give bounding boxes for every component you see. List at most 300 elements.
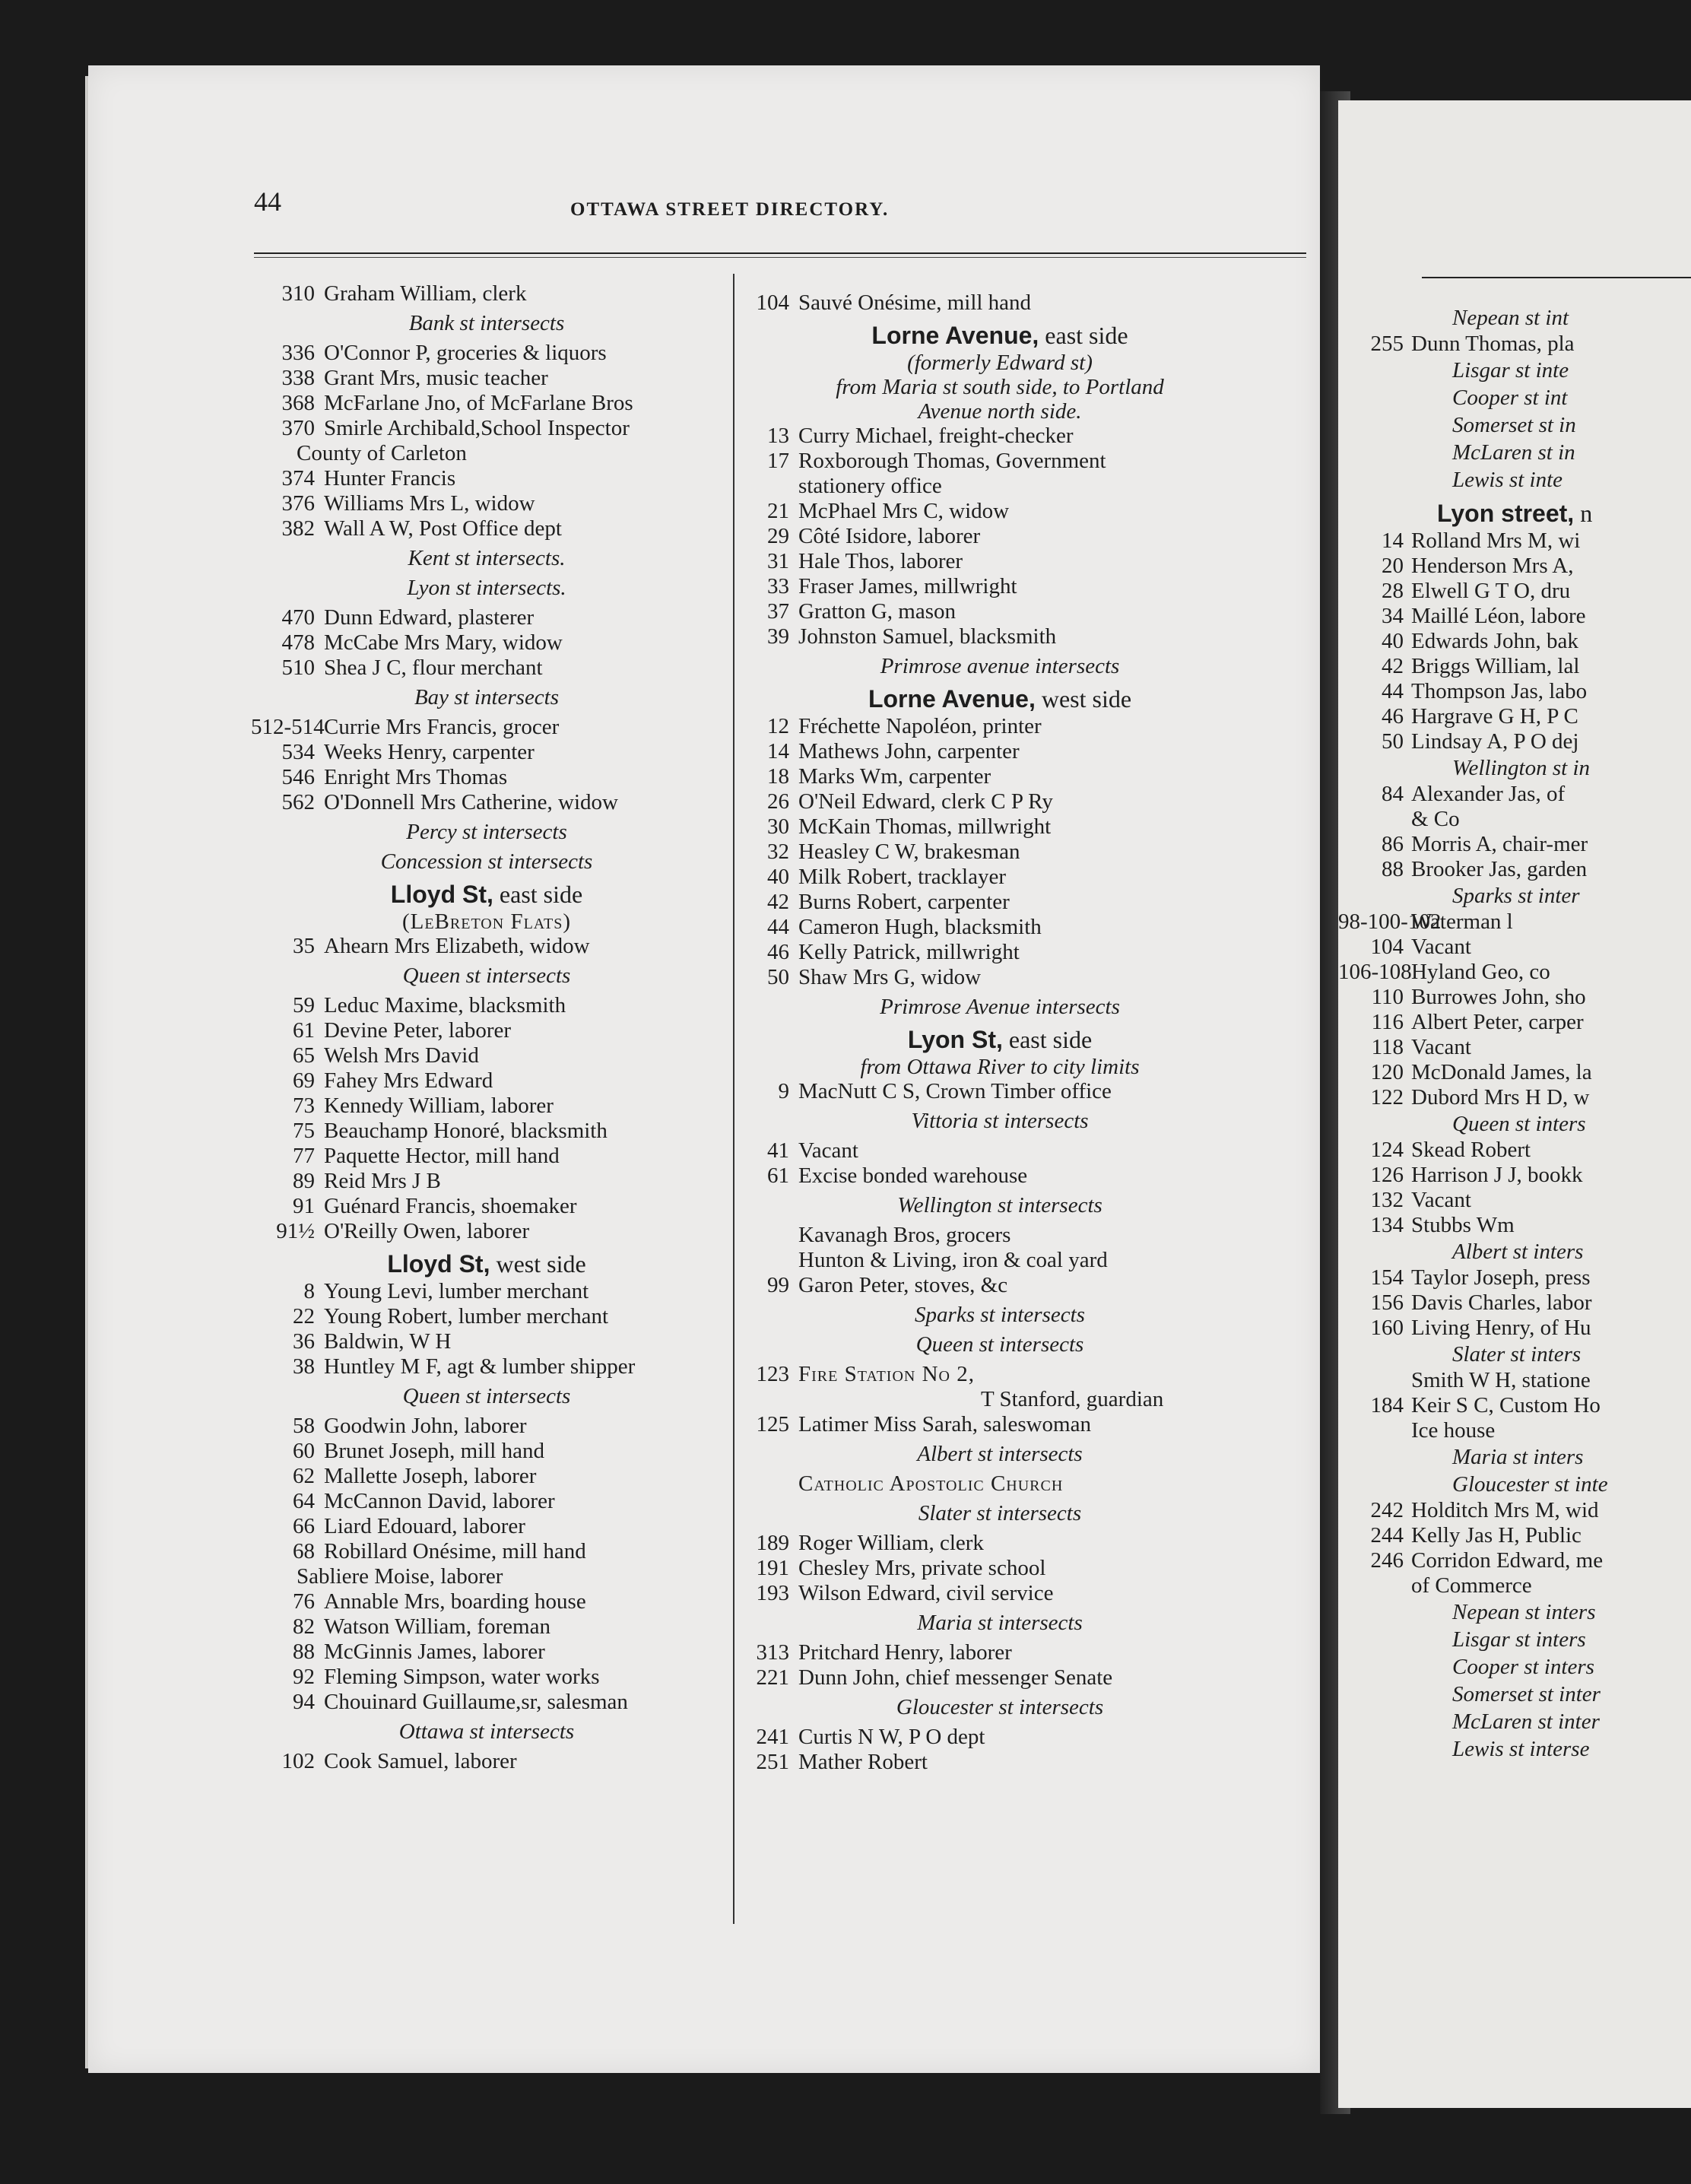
resident-name: Morris A, chair-mer <box>1411 832 1588 856</box>
resident-name: Roxborough Thomas, Government <box>798 449 1106 473</box>
resident-name: Goodwin John, laborer <box>324 1414 527 1438</box>
street-side: east side <box>493 881 583 908</box>
house-number: 64 <box>293 1489 315 1513</box>
entry-continuation: stationery office <box>798 474 942 498</box>
house-number: 134 <box>1370 1213 1404 1237</box>
house-number: 116 <box>1371 1010 1404 1034</box>
street-heading <box>753 1024 1247 1055</box>
house-number: 60 <box>293 1439 315 1463</box>
directory-entry <box>251 1354 722 1379</box>
house-number: 246 <box>1370 1548 1404 1573</box>
intersects-note: Lisgar st inters <box>1452 1627 1586 1652</box>
resident-name: Fleming Simpson, water works <box>324 1665 600 1689</box>
resident-name: Pritchard Henry, laborer <box>798 1640 1012 1665</box>
directory-entry <box>251 281 722 306</box>
house-number: 132 <box>1370 1188 1404 1212</box>
directory-entry <box>753 449 1247 474</box>
resident-name: Brooker Jas, garden <box>1411 857 1588 881</box>
directory-entry <box>251 1539 722 1564</box>
resident-name: Kennedy William, laborer <box>324 1094 554 1118</box>
house-number: 13 <box>767 424 789 448</box>
intersects-note: Sparks st inter <box>1452 884 1580 908</box>
entry-continuation: Smith W H, statione <box>1411 1368 1591 1392</box>
directory-entry <box>251 765 722 790</box>
right-page <box>1338 100 1691 2108</box>
intersects-note: Albert st intersects <box>917 1442 1083 1466</box>
resident-name: Skead Robert <box>1411 1138 1531 1162</box>
intersects-note: Lisgar st inte <box>1452 358 1569 383</box>
resident-name: Fraser James, millwright <box>798 574 1017 598</box>
resident-name: Paquette Hector, mill hand <box>324 1144 560 1168</box>
house-number: 32 <box>767 840 789 864</box>
street-heading <box>251 879 722 909</box>
house-number: 106-108 <box>1338 960 1412 984</box>
directory-entry <box>1338 1060 1691 1085</box>
street-heading <box>251 1249 722 1279</box>
house-number: 30 <box>767 814 789 839</box>
directory-entry <box>251 1514 722 1539</box>
resident-name: Dunn Thomas, pla <box>1411 332 1575 356</box>
street-name: Lyon St, <box>907 1026 1003 1053</box>
intersects-note: Slater st intersects <box>918 1501 1082 1525</box>
entry-continuation: Sabliere Moise, laborer <box>297 1564 503 1589</box>
directory-entry <box>251 516 722 541</box>
resident-name: Wilson Edward, civil service <box>798 1581 1054 1605</box>
entry-continuation: County of Carleton <box>297 441 467 465</box>
resident-name: MacNutt C S, Crown Timber office <box>798 1079 1112 1103</box>
house-number: 110 <box>1371 985 1404 1009</box>
house-number: 91½ <box>276 1219 315 1243</box>
resident-name: McGinnis James, laborer <box>324 1640 545 1664</box>
intersects-note: Bank st intersects <box>408 311 565 335</box>
resident-name: Hunter Francis <box>324 466 456 490</box>
house-number: 92 <box>293 1665 315 1689</box>
directory-entry <box>251 1068 722 1094</box>
street-heading <box>753 684 1247 714</box>
house-number: 39 <box>767 624 789 649</box>
house-number: 104 <box>1370 935 1404 959</box>
house-number: 21 <box>767 499 789 523</box>
house-number: 562 <box>281 790 315 814</box>
house-number: 61 <box>767 1163 789 1188</box>
house-number: 34 <box>1382 604 1404 628</box>
resident-name: Enright Mrs Thomas <box>324 765 508 789</box>
resident-name: Shaw Mrs G, widow <box>798 965 982 989</box>
directory-entry <box>753 814 1247 840</box>
running-title: OTTAWA STREET DIRECTORY. <box>570 199 890 220</box>
house-number: 86 <box>1382 832 1404 856</box>
intersects-note: Cooper st inters <box>1452 1655 1594 1679</box>
house-number: 370 <box>281 416 315 440</box>
house-number: 124 <box>1370 1138 1404 1162</box>
directory-entry <box>251 341 722 366</box>
house-number: 336 <box>281 341 315 365</box>
resident-name: Mallette Joseph, laborer <box>324 1464 537 1488</box>
house-number: 77 <box>293 1144 315 1168</box>
house-number: 46 <box>767 940 789 964</box>
directory-entry <box>251 1119 722 1144</box>
header-rule-thin <box>254 257 1306 258</box>
directory-entry <box>753 1138 1247 1163</box>
resident-name: Alexander Jas, of <box>1411 782 1566 806</box>
intersects-note: Concession st intersects <box>380 849 593 874</box>
directory-entry <box>753 1640 1247 1665</box>
resident-name: Roger William, clerk <box>798 1531 984 1555</box>
directory-entry <box>1338 604 1691 629</box>
resident-name: Lindsay A, P O dej <box>1411 729 1579 754</box>
house-number: 66 <box>293 1514 315 1538</box>
resident-name: Milk Robert, tracklayer <box>798 865 1006 889</box>
page-number: 44 <box>254 186 281 217</box>
house-number: 76 <box>293 1589 315 1614</box>
intersects-note: Sparks st intersects <box>915 1303 1085 1327</box>
directory-entry <box>1338 529 1691 554</box>
directory-entry <box>1338 1163 1691 1188</box>
directory-entry <box>1338 1085 1691 1110</box>
directory-entry <box>753 424 1247 449</box>
middle-column <box>753 290 1247 1775</box>
house-number: 98-100-102 <box>1338 909 1442 934</box>
resident-name: Taylor Joseph, press <box>1411 1265 1591 1290</box>
house-number: 221 <box>756 1665 789 1690</box>
directory-entry <box>251 1614 722 1640</box>
house-number: 41 <box>767 1138 789 1163</box>
directory-entry <box>1338 554 1691 579</box>
resident-name: Curry Michael, freight-checker <box>798 424 1074 448</box>
directory-entry <box>753 1362 1247 1387</box>
directory-entry <box>753 865 1247 890</box>
house-number: 62 <box>293 1464 315 1488</box>
resident-name: Young Levi, lumber merchant <box>324 1279 589 1303</box>
header-rule <box>254 252 1306 254</box>
resident-name: Dunn Edward, plasterer <box>324 605 535 630</box>
resident-name: McFarlane Jno, of McFarlane Bros <box>324 391 633 415</box>
resident-name: Smirle Archibald,School Inspector <box>324 416 630 440</box>
street-side: east side <box>1039 322 1128 349</box>
resident-name: Stubbs Wm <box>1411 1213 1515 1237</box>
house-number: 14 <box>1382 529 1404 553</box>
resident-name: Sauvé Onésime, mill hand <box>798 290 1032 315</box>
resident-name: Mather Robert <box>798 1750 928 1774</box>
resident-name: O'Connor P, groceries & liquors <box>324 341 607 365</box>
directory-entry <box>251 1439 722 1464</box>
street-side: west side <box>1035 685 1132 713</box>
house-number: 478 <box>281 630 315 655</box>
resident-name: Cameron Hugh, blacksmith <box>798 915 1042 939</box>
resident-name: Hargrave G H, P C <box>1411 704 1578 729</box>
intersects-note: Queen st intersects <box>402 1384 571 1408</box>
house-number: 310 <box>281 281 315 306</box>
resident-name: Burns Robert, carpenter <box>798 890 1010 914</box>
resident-name: Dunn John, chief messenger Senate <box>798 1665 1113 1690</box>
intersects-note: Wellington st intersects <box>897 1193 1102 1217</box>
directory-entry <box>251 1043 722 1068</box>
resident-name: Vacant <box>1411 1035 1471 1059</box>
street-subnote: Avenue north side. <box>918 399 1082 424</box>
house-number: 156 <box>1370 1290 1404 1315</box>
directory-entry <box>251 993 722 1018</box>
resident-name: O'Donnell Mrs Catherine, widow <box>324 790 618 814</box>
left-column <box>251 281 722 1774</box>
resident-name: Hale Thos, laborer <box>798 549 963 573</box>
directory-entry <box>753 714 1247 739</box>
house-number: 8 <box>303 1279 315 1303</box>
directory-entry <box>753 1750 1247 1775</box>
directory-entry <box>753 739 1247 764</box>
resident-name: Gratton G, mason <box>798 599 956 624</box>
house-number: 68 <box>293 1539 315 1563</box>
house-number: 26 <box>767 789 789 814</box>
house-number: 123 <box>756 1362 789 1386</box>
resident-name: Corridon Edward, me <box>1411 1548 1604 1573</box>
directory-entry <box>251 1329 722 1354</box>
resident-name: Brunet Joseph, mill hand <box>324 1439 544 1463</box>
street-subnote: from Ottawa River to city limits <box>860 1055 1140 1079</box>
house-number: 58 <box>293 1414 315 1438</box>
intersects-note: Somerset st inter <box>1452 1682 1601 1706</box>
directory-entry <box>753 549 1247 574</box>
intersects-note: Slater st inters <box>1452 1342 1582 1367</box>
intersects-note: Somerset st in <box>1452 413 1576 437</box>
house-number: 75 <box>293 1119 315 1143</box>
street-subnote: (formerly Edward st) <box>907 351 1093 375</box>
directory-entry <box>753 1273 1247 1298</box>
intersects-note: Queen st inters <box>1452 1112 1586 1136</box>
directory-entry <box>1338 629 1691 654</box>
directory-entry <box>251 1464 722 1489</box>
directory-entry <box>1338 654 1691 679</box>
house-number: 242 <box>1370 1498 1404 1522</box>
resident-name: Curtis N W, P O dept <box>798 1725 985 1749</box>
street-subnote: from Maria st south side, to Portland <box>836 375 1164 399</box>
house-number: 46 <box>1382 704 1404 729</box>
house-number: 91 <box>293 1194 315 1218</box>
resident-name: Chesley Mrs, private school <box>798 1556 1046 1580</box>
directory-entry <box>1338 332 1691 357</box>
resident-name: Fire Station No 2, <box>798 1362 975 1386</box>
house-number: 244 <box>1370 1523 1404 1548</box>
house-number: 120 <box>1370 1060 1404 1084</box>
intersects-note: Lewis st inte <box>1452 468 1563 492</box>
resident-name: McPhael Mrs C, widow <box>798 499 1010 523</box>
house-number: 50 <box>767 965 789 989</box>
directory-entry <box>251 934 722 959</box>
resident-name: Marks Wm, carpenter <box>798 764 991 789</box>
directory-entry <box>251 366 722 391</box>
directory-entry <box>753 1163 1247 1189</box>
directory-entry <box>1338 909 1691 935</box>
intersects-note: Ottawa st intersects <box>398 1719 575 1744</box>
resident-name: Beauchamp Honoré, blacksmith <box>324 1119 608 1143</box>
directory-entry <box>251 1094 722 1119</box>
resident-name: Excise bonded warehouse <box>798 1163 1028 1188</box>
resident-name: Living Henry, of Hu <box>1411 1316 1591 1340</box>
house-number: 44 <box>1382 679 1404 703</box>
resident-name: O'Neil Edward, clerk C P Ry <box>798 789 1053 814</box>
street-name: Lloyd St, <box>390 881 493 908</box>
directory-entry <box>251 605 722 630</box>
intersects-note: Queen st intersects <box>915 1332 1084 1357</box>
directory-entry <box>753 1581 1247 1606</box>
house-number: 29 <box>767 524 789 548</box>
directory-entry <box>1338 1290 1691 1316</box>
house-number: 338 <box>281 366 315 390</box>
intersects-note: Nepean st int <box>1452 306 1569 330</box>
resident-name: Welsh Mrs David <box>324 1043 479 1068</box>
street-side: east side <box>1002 1026 1093 1053</box>
resident-name: Thompson Jas, labo <box>1411 679 1588 703</box>
street-name: Lyon street, <box>1437 500 1575 527</box>
house-number: 104 <box>756 290 789 315</box>
house-number: 510 <box>281 656 315 680</box>
house-number: 122 <box>1370 1085 1404 1109</box>
directory-entry <box>753 1665 1247 1690</box>
house-number: 28 <box>1382 579 1404 603</box>
house-number: 69 <box>293 1068 315 1093</box>
directory-entry <box>753 1725 1247 1750</box>
directory-entry <box>753 574 1247 599</box>
directory-entry <box>1338 1265 1691 1290</box>
resident-name: Hyland Geo, co <box>1411 960 1550 984</box>
house-number: 102 <box>281 1749 315 1773</box>
intersects-note: McLaren st inter <box>1452 1709 1600 1734</box>
directory-entry <box>251 740 722 765</box>
house-number: 368 <box>281 391 315 415</box>
resident-name: Holditch Mrs M, wid <box>1411 1498 1599 1522</box>
directory-entry <box>753 524 1247 549</box>
house-number: 193 <box>756 1581 789 1605</box>
directory-entry <box>753 1079 1247 1104</box>
house-number: 35 <box>293 934 315 958</box>
resident-name: Grant Mrs, music teacher <box>324 366 548 390</box>
house-number: 40 <box>767 865 789 889</box>
entry-continuation: Ice house <box>1411 1418 1496 1443</box>
intersects-note: Maria st inters <box>1452 1445 1584 1469</box>
entry-continuation: of Commerce <box>1411 1573 1532 1598</box>
directory-entry <box>251 1194 722 1219</box>
directory-entry <box>753 1556 1247 1581</box>
house-number: 382 <box>281 516 315 541</box>
directory-entry <box>1338 679 1691 704</box>
resident-name: Mathews John, carpenter <box>798 739 1020 763</box>
house-number: 40 <box>1382 629 1404 653</box>
house-number: 65 <box>293 1043 315 1068</box>
entry-continuation: Catholic Apostolic Church <box>798 1471 1064 1496</box>
intersects-note: Gloucester st intersects <box>896 1695 1104 1719</box>
resident-name: Kelly Patrick, millwright <box>798 940 1020 964</box>
resident-name: Maillé Léon, labore <box>1411 604 1586 628</box>
directory-entry <box>251 491 722 516</box>
intersects-note: Maria st intersects <box>917 1611 1083 1635</box>
street-heading <box>753 320 1247 351</box>
resident-name: Cook Samuel, laborer <box>324 1749 517 1773</box>
house-number: 534 <box>281 740 315 764</box>
resident-name: Huntley M F, agt & lumber shipper <box>324 1354 636 1379</box>
street-side: n <box>1574 500 1593 527</box>
house-number: 14 <box>767 739 789 763</box>
house-number: 18 <box>767 764 789 789</box>
resident-name: Graham William, clerk <box>324 281 527 306</box>
house-number: 160 <box>1370 1316 1404 1340</box>
resident-name: McCannon David, laborer <box>324 1489 555 1513</box>
resident-name: Burrowes John, sho <box>1411 985 1586 1009</box>
house-number: 73 <box>293 1094 315 1118</box>
intersects-note: Albert st inters <box>1452 1240 1584 1264</box>
intersects-note: Primrose Avenue intersects <box>880 995 1120 1019</box>
directory-entry <box>1338 985 1691 1010</box>
directory-entry <box>1338 729 1691 754</box>
intersects-note: Queen st intersects <box>402 963 571 988</box>
right-page-column <box>1338 304 1691 1763</box>
directory-entry <box>251 466 722 491</box>
directory-entry <box>753 965 1247 990</box>
house-number: 20 <box>1382 554 1404 578</box>
street-subnote: (LeBreton Flats) <box>401 909 572 934</box>
directory-entry <box>251 656 722 681</box>
resident-name: Weeks Henry, carpenter <box>324 740 535 764</box>
resident-name: Shea J C, flour merchant <box>324 656 543 680</box>
resident-name: Vacant <box>1411 1188 1471 1212</box>
house-number: 59 <box>293 993 315 1017</box>
directory-entry <box>251 1665 722 1690</box>
directory-entry <box>753 940 1247 965</box>
resident-name: O'Reilly Owen, laborer <box>324 1219 530 1243</box>
directory-entry <box>753 1531 1247 1556</box>
house-number: 33 <box>767 574 789 598</box>
directory-entry <box>251 416 722 441</box>
resident-name: McCabe Mrs Mary, widow <box>324 630 563 655</box>
directory-entry <box>1338 960 1691 985</box>
resident-name: Rolland Mrs M, wi <box>1411 529 1581 553</box>
house-number: 88 <box>1382 857 1404 881</box>
resident-name: Kelly Jas H, Public <box>1411 1523 1582 1548</box>
street-heading <box>1338 498 1691 529</box>
entry-continuation: Kavanagh Bros, grocers <box>798 1223 1011 1247</box>
directory-entry <box>1338 1010 1691 1035</box>
house-number: 251 <box>756 1750 789 1774</box>
intersects-note: McLaren st in <box>1452 440 1575 465</box>
directory-entry <box>1338 935 1691 960</box>
resident-name: Johnston Samuel, blacksmith <box>798 624 1057 649</box>
resident-name: Garon Peter, stoves, &c <box>798 1273 1008 1297</box>
resident-name: Heasley C W, brakesman <box>798 840 1020 864</box>
directory-entry <box>753 290 1247 316</box>
directory-entry <box>251 1279 722 1304</box>
directory-entry <box>753 499 1247 524</box>
resident-name: Liard Edouard, laborer <box>324 1514 525 1538</box>
directory-entry <box>1338 1188 1691 1213</box>
resident-name: Vacant <box>798 1138 858 1163</box>
resident-name: Reid Mrs J B <box>324 1169 441 1193</box>
directory-entry <box>753 1412 1247 1437</box>
directory-entry <box>1338 832 1691 857</box>
resident-name: Albert Peter, carper <box>1411 1010 1584 1034</box>
directory-entry <box>1338 1548 1691 1573</box>
directory-entry <box>1338 1316 1691 1341</box>
directory-entry <box>251 1749 722 1774</box>
intersects-note: Nepean st inters <box>1452 1600 1596 1624</box>
resident-name: McKain Thomas, millwright <box>798 814 1052 839</box>
house-number: 125 <box>756 1412 789 1436</box>
intersects-note: Lewis st interse <box>1452 1737 1590 1761</box>
entry-continuation: Hunton & Living, iron & coal yard <box>798 1248 1108 1272</box>
house-number: 42 <box>767 890 789 914</box>
street-name: Lorne Avenue, <box>871 322 1039 349</box>
directory-entry <box>251 1169 722 1194</box>
house-number: 89 <box>293 1169 315 1193</box>
directory-entry <box>753 789 1247 814</box>
directory-entry <box>1338 579 1691 604</box>
